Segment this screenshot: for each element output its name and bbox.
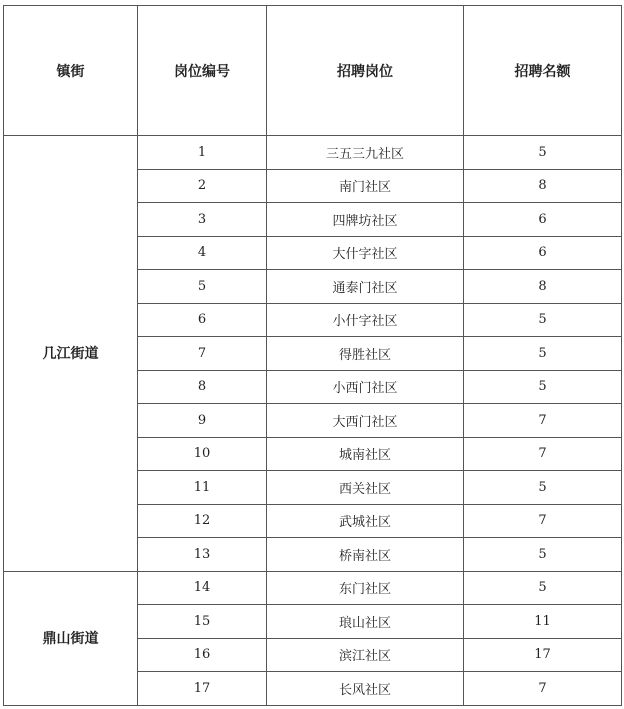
- quota-cell: 7: [464, 504, 622, 538]
- position-cell: 小什字社区: [267, 303, 464, 337]
- quota-cell: 8: [464, 270, 622, 304]
- quota-cell: 7: [464, 404, 622, 438]
- position-cell: 西关社区: [267, 471, 464, 505]
- quota-cell: 17: [464, 638, 622, 672]
- position-id-cell: 7: [138, 337, 267, 371]
- quota-cell: 5: [464, 370, 622, 404]
- position-id-cell: 12: [138, 504, 267, 538]
- position-cell: 三五三九社区: [267, 136, 464, 170]
- quota-cell: 11: [464, 605, 622, 639]
- position-cell: 南门社区: [267, 169, 464, 203]
- header-position-id: 岗位编号: [138, 6, 267, 136]
- street-cell: 几江街道: [4, 136, 138, 572]
- table-body: [4, 136, 622, 706]
- position-cell: 大什字社区: [267, 236, 464, 270]
- position-cell: 东门社区: [267, 571, 464, 605]
- recruitment-table: [3, 5, 622, 706]
- header-position: 招聘岗位: [267, 6, 464, 136]
- table-row: [4, 571, 622, 605]
- position-cell: 琅山社区: [267, 605, 464, 639]
- header-street: 镇街: [4, 6, 138, 136]
- position-id-cell: 14: [138, 571, 267, 605]
- position-cell: 四牌坊社区: [267, 203, 464, 237]
- quota-cell: 6: [464, 236, 622, 270]
- position-id-cell: 11: [138, 471, 267, 505]
- position-id-cell: 13: [138, 538, 267, 572]
- quota-cell: 8: [464, 169, 622, 203]
- position-id-cell: 4: [138, 236, 267, 270]
- position-id-cell: 16: [138, 638, 267, 672]
- street-cell: 鼎山街道: [4, 571, 138, 705]
- quota-cell: 5: [464, 471, 622, 505]
- position-cell: 得胜社区: [267, 337, 464, 371]
- quota-cell: 5: [464, 303, 622, 337]
- position-id-cell: 10: [138, 437, 267, 471]
- position-id-cell: 1: [138, 136, 267, 170]
- quota-cell: 7: [464, 437, 622, 471]
- position-id-cell: 17: [138, 672, 267, 706]
- quota-cell: 5: [464, 136, 622, 170]
- position-id-cell: 3: [138, 203, 267, 237]
- position-cell: 城南社区: [267, 437, 464, 471]
- quota-cell: 6: [464, 203, 622, 237]
- table-row: [4, 136, 622, 170]
- header-quota: 招聘名额: [464, 6, 622, 136]
- position-cell: 通泰门社区: [267, 270, 464, 304]
- position-cell: 小西门社区: [267, 370, 464, 404]
- position-cell: 武城社区: [267, 504, 464, 538]
- quota-cell: 5: [464, 571, 622, 605]
- position-id-cell: 6: [138, 303, 267, 337]
- position-id-cell: 9: [138, 404, 267, 438]
- position-cell: 滨江社区: [267, 638, 464, 672]
- position-id-cell: 15: [138, 605, 267, 639]
- position-id-cell: 8: [138, 370, 267, 404]
- table-header: [4, 6, 622, 136]
- quota-cell: 7: [464, 672, 622, 706]
- position-id-cell: 5: [138, 270, 267, 304]
- quota-cell: 5: [464, 538, 622, 572]
- position-cell: 长风社区: [267, 672, 464, 706]
- header-row: [4, 6, 622, 136]
- position-cell: 桥南社区: [267, 538, 464, 572]
- quota-cell: 5: [464, 337, 622, 371]
- position-cell: 大西门社区: [267, 404, 464, 438]
- position-id-cell: 2: [138, 169, 267, 203]
